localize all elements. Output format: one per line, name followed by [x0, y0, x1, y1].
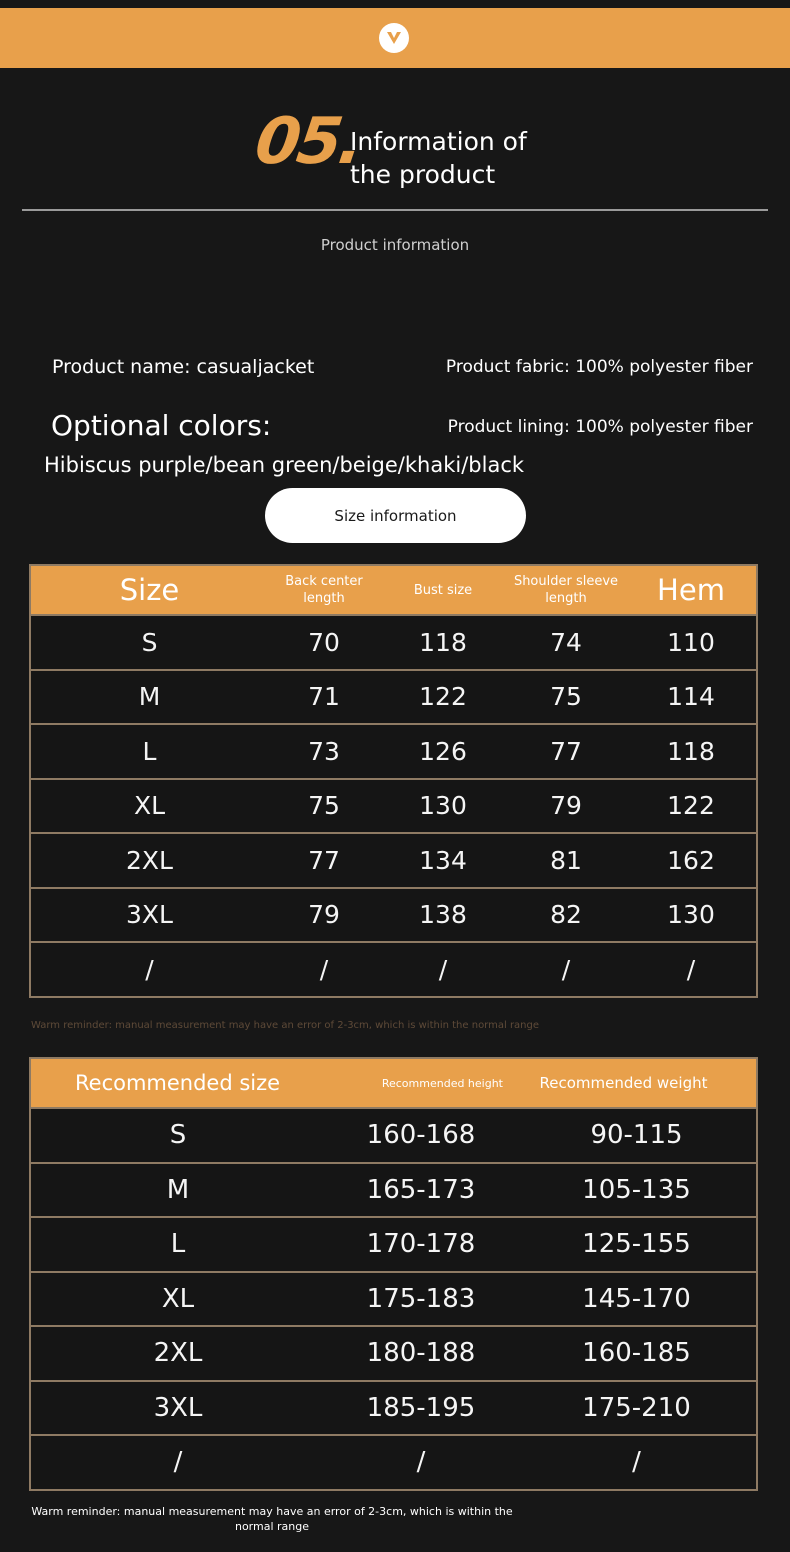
size-table-header: [30, 565, 757, 615]
table-cell: 75: [506, 670, 626, 725]
table-cell: 162: [626, 833, 757, 888]
table-cell: 90-115: [517, 1108, 757, 1163]
table-cell: /: [30, 1435, 325, 1490]
table-cell: 180-188: [325, 1326, 517, 1381]
table-cell: L: [30, 724, 268, 779]
table-cell: /: [506, 942, 626, 997]
size-information-button[interactable]: Size information: [265, 488, 526, 543]
table-cell: 81: [506, 833, 626, 888]
table-cell: 110: [626, 615, 757, 670]
table-cell: 75: [268, 779, 380, 834]
table-cell: 122: [380, 670, 506, 725]
table-cell: 138: [380, 888, 506, 943]
size-column-header: Size: [30, 565, 268, 615]
table-cell: 3XL: [30, 888, 268, 943]
section-number: 05.: [250, 105, 366, 179]
table-cell: /: [380, 942, 506, 997]
table-cell: 118: [380, 615, 506, 670]
table-row: [30, 615, 757, 670]
table-row: [30, 1163, 757, 1218]
table-row: [30, 888, 757, 943]
table-row: [30, 1108, 757, 1163]
table-cell: 71: [268, 670, 380, 725]
recommended-size-table: [29, 1057, 758, 1491]
table-cell: XL: [30, 1272, 325, 1327]
table-cell: XL: [30, 779, 268, 834]
recommended-table-header: [30, 1058, 757, 1108]
table-cell: 73: [268, 724, 380, 779]
table-cell: 74: [506, 615, 626, 670]
table-cell: S: [30, 615, 268, 670]
table-cell: 160-185: [517, 1326, 757, 1381]
product-fabric: Product fabric: 100% polyester fiber: [445, 357, 753, 377]
table-cell: 105-135: [517, 1163, 757, 1218]
hem-column-header: Hem: [626, 565, 757, 615]
table-row: [30, 724, 757, 779]
table-cell: /: [30, 942, 268, 997]
table-cell: 165-173: [325, 1163, 517, 1218]
table-cell: 3XL: [30, 1381, 325, 1436]
table-cell: 79: [268, 888, 380, 943]
table-cell: 118: [626, 724, 757, 779]
table-cell: /: [517, 1435, 757, 1490]
table-cell: 175-210: [517, 1381, 757, 1436]
table-cell: /: [325, 1435, 517, 1490]
table-row: [30, 1326, 757, 1381]
table-cell: 126: [380, 724, 506, 779]
back-length-column-header: Back center length: [268, 565, 380, 615]
sleeve-column-header: Shoulder sleeve length: [506, 565, 626, 615]
table-cell: 114: [626, 670, 757, 725]
warm-reminder-note: Warm reminder: manual measurement may have an error of 2-3cm, which is within the normal range: [31, 1020, 540, 1031]
table-cell: 82: [506, 888, 626, 943]
product-name: Product name: casualjacket: [52, 356, 315, 378]
table-row: [30, 942, 757, 997]
table-cell: 2XL: [30, 833, 268, 888]
table-cell: 145-170: [517, 1272, 757, 1327]
product-lining: Product lining: 100% polyester fiber: [447, 417, 753, 437]
table-row: [30, 1435, 757, 1490]
table-cell: 2XL: [30, 1326, 325, 1381]
table-row: [30, 833, 757, 888]
table-cell: 134: [380, 833, 506, 888]
recommended-size-header: Recommended size: [30, 1058, 325, 1108]
colors-list: Hibiscus purple/bean green/beige/khaki/black: [44, 453, 525, 477]
table-cell: 122: [626, 779, 757, 834]
table-cell: S: [30, 1108, 325, 1163]
table-cell: 185-195: [325, 1381, 517, 1436]
table-row: [30, 779, 757, 834]
table-cell: M: [30, 1163, 325, 1218]
bust-column-header: Bust size: [380, 565, 506, 615]
table-cell: /: [268, 942, 380, 997]
table-cell: 79: [506, 779, 626, 834]
table-cell: /: [626, 942, 757, 997]
table-cell: 77: [506, 724, 626, 779]
top-banner: [0, 8, 790, 68]
table-cell: 77: [268, 833, 380, 888]
table-row: [30, 1217, 757, 1272]
table-row: [30, 1381, 757, 1436]
page-subtitle: Product information: [320, 236, 470, 254]
table-cell: L: [30, 1217, 325, 1272]
table-cell: M: [30, 670, 268, 725]
table-row: [30, 670, 757, 725]
colors-label: Optional colors:: [51, 409, 272, 442]
table-cell: 70: [268, 615, 380, 670]
size-table: [29, 564, 758, 998]
recommended-height-header: Recommended height: [325, 1058, 517, 1108]
chevron-down-icon: [379, 23, 409, 53]
table-cell: 130: [626, 888, 757, 943]
section-title: Information of the product: [350, 127, 527, 189]
table-row: [30, 1272, 757, 1327]
table-cell: 125-155: [517, 1217, 757, 1272]
table-cell: 130: [380, 779, 506, 834]
warm-reminder-footer: Warm reminder: manual measurement may have an error of 2-3cm, which is within the normal range: [31, 1505, 513, 1533]
table-cell: 175-183: [325, 1272, 517, 1327]
divider: [22, 209, 768, 211]
table-cell: 160-168: [325, 1108, 517, 1163]
table-cell: 170-178: [325, 1217, 517, 1272]
recommended-weight-header: Recommended weight: [517, 1058, 757, 1108]
